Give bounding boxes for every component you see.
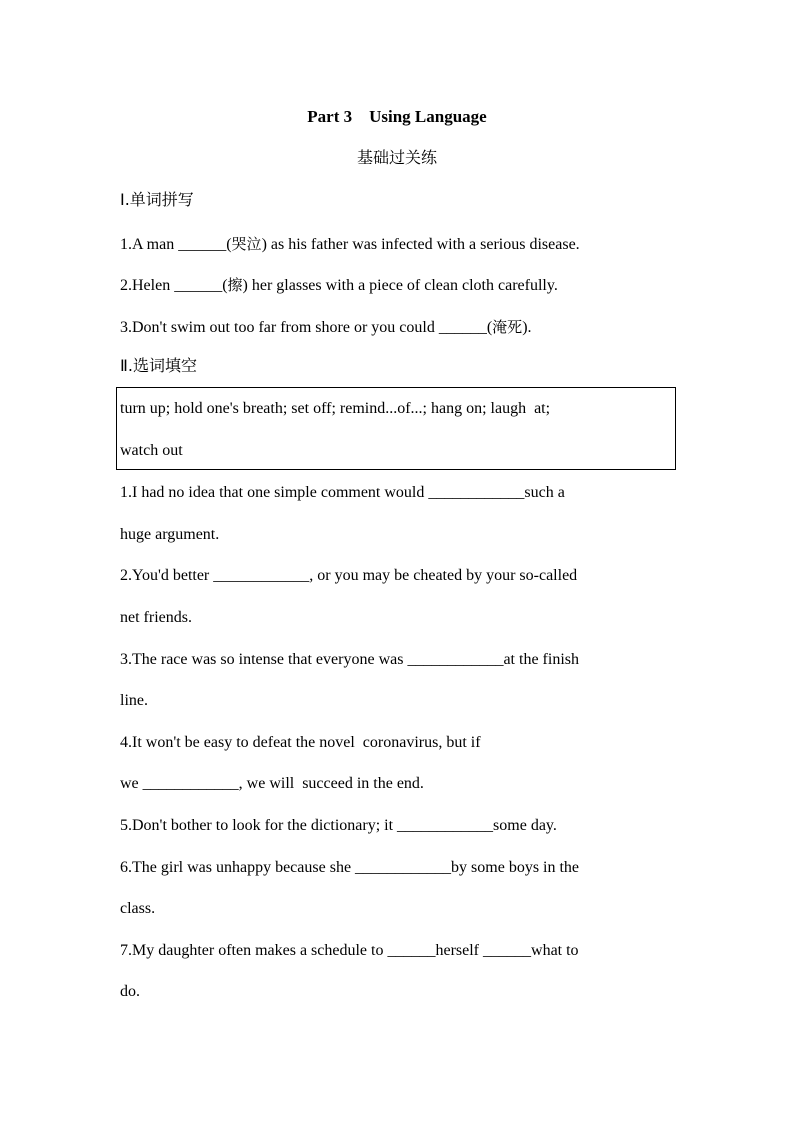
question-text: 3.Don't swim out too far from shore or you could ______( bbox=[120, 319, 493, 336]
fill-question-line: 3.The race was so intense that everyone was ____________at the finish bbox=[120, 651, 579, 668]
chinese-hint: 擦 bbox=[227, 276, 243, 294]
word-bank-line-1: turn up; hold one's breath; set off; remind...of...; hang on; laugh at; bbox=[120, 400, 551, 417]
fill-question-line: 6.The girl was unhappy because she ____________by some boys in the bbox=[120, 859, 580, 876]
chinese-hint: 淹死 bbox=[492, 318, 523, 336]
fill-question-line: 4.It won't be easy to defeat the novel coronavirus, but if bbox=[120, 734, 481, 751]
fill-question-line: line. bbox=[120, 692, 148, 709]
question-text: ) her glasses with a piece of clean cloth carefully. bbox=[242, 277, 558, 294]
fill-question-line: 1.I had no idea that one simple comment would ____________such a bbox=[120, 484, 565, 501]
chinese-hint: 哭泣 bbox=[231, 235, 262, 253]
question-text: 2.Helen ______( bbox=[120, 277, 228, 294]
fill-question-line: huge argument. bbox=[120, 526, 220, 543]
fill-question-line: 2.You'd better ____________, or you may be cheated by your so-called bbox=[120, 567, 578, 584]
question-text: 1.A man ______( bbox=[120, 236, 232, 253]
fill-question-line: 7.My daughter often makes a schedule to ______herself ______what to bbox=[120, 942, 579, 959]
fill-question-line: we ____________, we will succeed in the end. bbox=[120, 775, 424, 792]
fill-question-line: do. bbox=[120, 983, 140, 1000]
fill-question-line: 5.Don't bother to look for the dictionary; it ____________some day. bbox=[120, 817, 557, 834]
word-bank-line-2: watch out bbox=[120, 442, 183, 459]
fill-question-line: class. bbox=[120, 900, 156, 917]
fill-question-line: net friends. bbox=[120, 609, 192, 626]
page-title: Part 3 Using Language bbox=[307, 107, 487, 126]
section-2-heading: Ⅱ.选词填空 bbox=[120, 356, 197, 375]
spelling-question-1 bbox=[120, 233, 680, 256]
spelling-question-3 bbox=[120, 316, 680, 339]
spelling-question-2 bbox=[120, 274, 680, 297]
page-subtitle: 基础过关练 bbox=[356, 148, 437, 167]
section-1-heading: Ⅰ.单词拼写 bbox=[120, 190, 194, 209]
question-text: ) as his father was infected with a serious disease. bbox=[261, 236, 580, 253]
question-text: ). bbox=[522, 319, 532, 336]
